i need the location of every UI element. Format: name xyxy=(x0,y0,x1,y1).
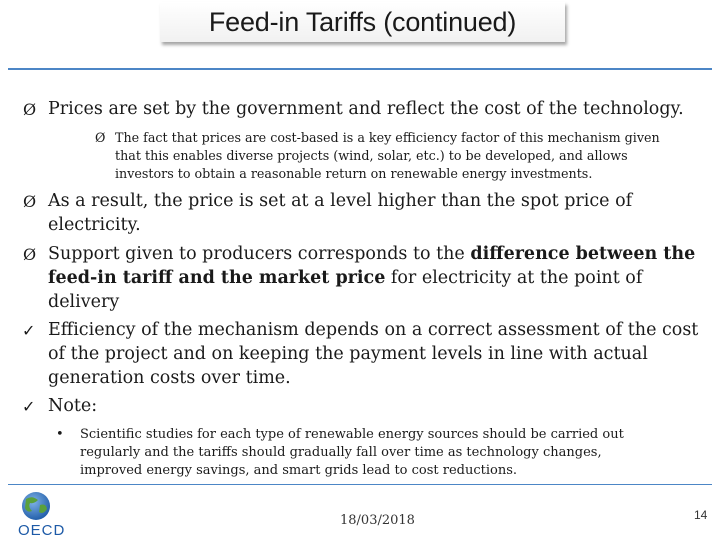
bold-text-run: feed-in tariff and the market price xyxy=(48,268,386,288)
bullet-efficiency-line: of the project and on keeping the payment levels in line with actual xyxy=(48,344,648,364)
arrow-bullet-icon: Ø xyxy=(23,245,37,264)
bullet-support-line: delivery xyxy=(48,292,120,312)
arrow-bullet-icon: Ø xyxy=(23,192,37,211)
page-number: 14 xyxy=(694,508,708,522)
check-bullet-icon: ✓ xyxy=(22,397,36,416)
oecd-logo-text: OECD xyxy=(18,522,66,539)
bold-text-run: difference between the xyxy=(470,244,696,264)
top-divider xyxy=(8,68,712,70)
sub-bullet-line: investors to obtain a reasonable return on renewable energy investments. xyxy=(115,166,593,181)
sub-bullet-line: The fact that prices are cost-based is a key efficiency factor of this mechanism given xyxy=(115,130,660,145)
note-line: improved energy savings, and smart grids lead to cost reductions. xyxy=(80,463,518,478)
bullet-result-line: As a result, the price is set at a level higher than the spot price of xyxy=(48,191,633,211)
bottom-divider xyxy=(8,484,712,485)
dot-bullet-icon: • xyxy=(56,427,64,442)
text-run: Support given to producers corresponds to the xyxy=(48,244,471,264)
slide-title: Feed-in Tariffs (continued) xyxy=(208,7,517,37)
bullet-support-line xyxy=(48,243,695,266)
title-box xyxy=(160,2,565,42)
bullet-result-line: electricity. xyxy=(48,215,141,235)
arrow-bullet-icon: Ø xyxy=(95,130,106,145)
note-line: regularly and the tariffs should gradually fall over time as technology changes, xyxy=(80,445,602,460)
bullet-prices-set: Prices are set by the government and reflect the cost of the technology. xyxy=(48,99,684,119)
bullet-efficiency-line: Efficiency of the mechanism depends on a correct assessment of the cost xyxy=(48,320,699,340)
bullet-efficiency-line: generation costs over time. xyxy=(48,368,291,388)
check-bullet-icon: ✓ xyxy=(22,321,36,340)
text-run: for electricity at the point of xyxy=(385,268,643,288)
arrow-bullet-icon: Ø xyxy=(23,100,37,119)
footer-date: 18/03/2018 xyxy=(340,513,415,528)
bullet-note: Note: xyxy=(48,396,98,416)
note-line: Scientific studies for each type of renewable energy sources should be carried out xyxy=(80,427,624,442)
sub-bullet-line: that this enables diverse projects (wind, solar, etc.) to be developed, and allows xyxy=(115,148,628,163)
bullet-support-line xyxy=(48,267,642,290)
